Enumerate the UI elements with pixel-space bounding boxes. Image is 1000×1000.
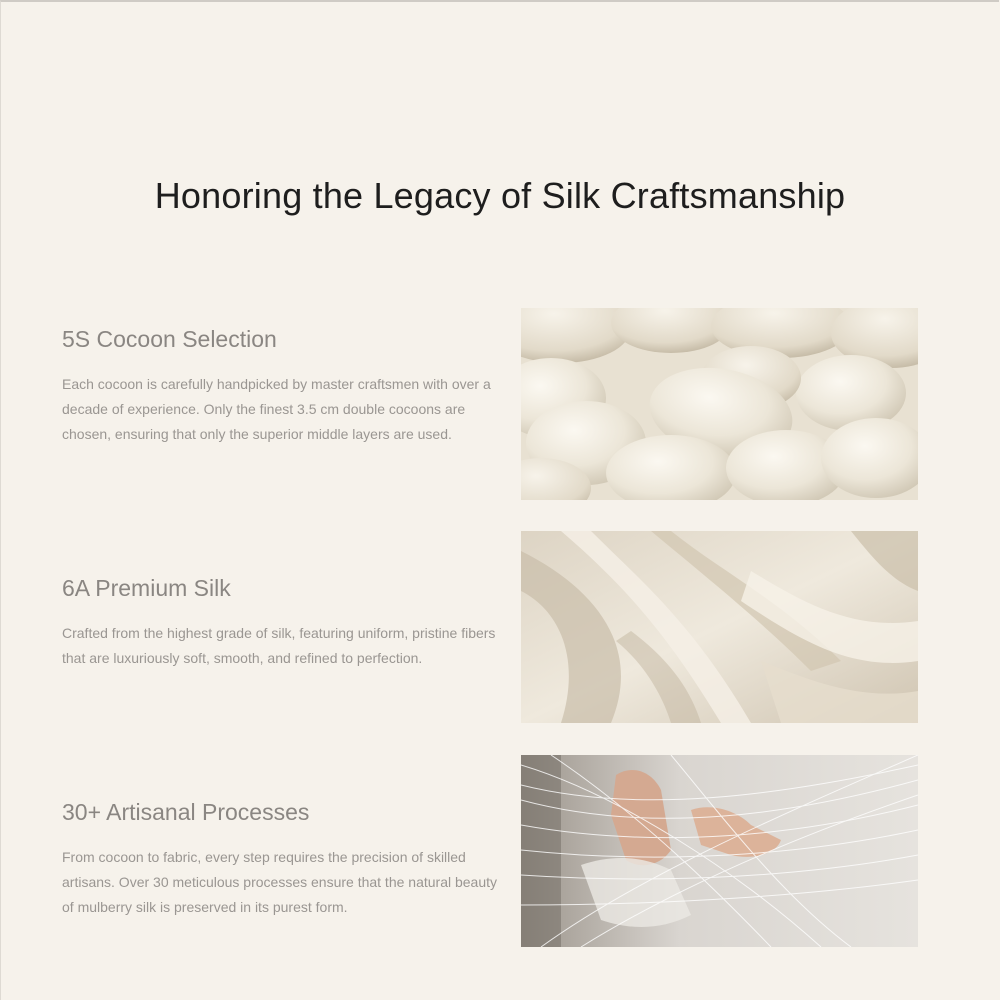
feature-title: 5S Cocoon Selection — [62, 326, 277, 352]
feature-description: Crafted from the highest grade of silk, featuring uniform, pristine fibers that are luxuriously soft, smooth, and refined to perfection. — [62, 625, 496, 666]
raw-silk-fibers-photo — [521, 531, 918, 723]
feature-text-block — [62, 797, 502, 920]
page-title: Honoring the Legacy of Silk Craftsmanship — [154, 175, 846, 216]
feature-description: Each cocoon is carefully handpicked by master craftsmen with over a decade of experience. Only the finest 3.5 cm double cocoons are chosen, ensuring that only the superior middle layers are used. — [62, 376, 491, 442]
feature-text-block — [62, 324, 502, 447]
hands-stretching-silk-photo — [521, 755, 918, 947]
silk-cocoons-photo — [521, 308, 918, 500]
feature-title: 6A Premium Silk — [62, 575, 231, 601]
feature-text-block — [62, 573, 502, 671]
feature-description: From cocoon to fabric, every step requires the precision of skilled artisans. Over 30 meticulous processes ensure that the natural beauty of mulberry silk is preserved in its purest form. — [62, 849, 498, 915]
feature-title: 30+ Artisanal Processes — [62, 799, 310, 825]
